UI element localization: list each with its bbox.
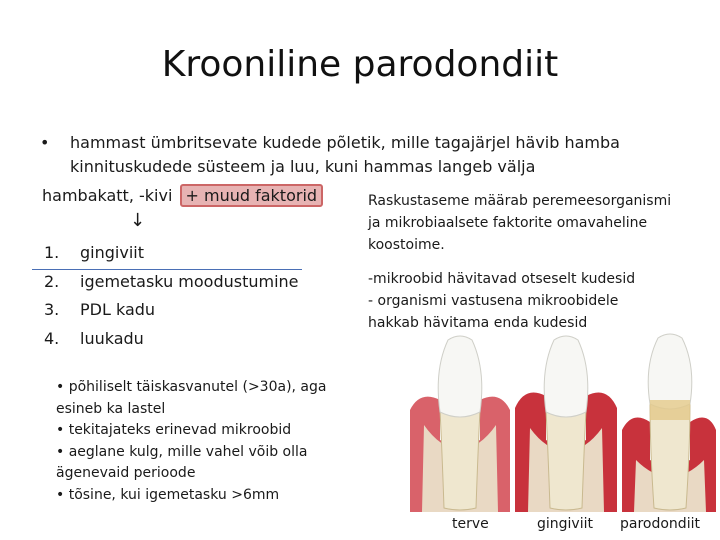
notes-list xyxy=(56,377,346,507)
stage-item xyxy=(44,243,144,262)
stage-number: 2. xyxy=(44,272,60,291)
root-healthy xyxy=(440,410,480,510)
severity-text: Raskustaseme määrab peremeesorganismi ja mikrobiaalsete faktorite omavaheline koostoime. xyxy=(368,193,672,253)
stage-label: luukadu xyxy=(80,329,144,348)
figure-label: parodondiit xyxy=(620,516,700,532)
stage-number: 3. xyxy=(44,300,60,319)
note-item: • aeglane kulg, mille vahel võib olla ägenevaid perioode xyxy=(56,443,308,482)
teeth-illustration xyxy=(400,330,718,512)
figure-label: terve xyxy=(452,516,489,532)
down-arrow-icon: ↓ xyxy=(130,210,146,231)
stage-number: 4. xyxy=(44,329,60,348)
stage-item xyxy=(44,272,299,291)
note-item: • põhiliselt täiskasvanutel (>30a), aga esineb ka lastel xyxy=(56,379,327,417)
page-title: Krooniline parodondiit xyxy=(161,44,559,85)
crown-gingivitis xyxy=(544,336,588,417)
causes-highlight: + muud faktorid xyxy=(180,184,324,207)
mechanism-line: -mikroobid hävitavad otseselt kudesid xyxy=(368,271,636,287)
root-gingivitis xyxy=(546,410,586,510)
bullet-marker: • xyxy=(40,133,50,152)
crown-healthy xyxy=(438,336,482,417)
stage-label: gingiviit xyxy=(80,243,144,262)
definition-text: hammast ümbritsevate kudede põletik, mille tagajärjel hävib hamba kinnituskudede süsteem ja luu, kuni hammas langeb välja xyxy=(70,133,620,176)
tooth-gingivitis xyxy=(515,336,617,512)
causes-line xyxy=(42,184,323,207)
tooth-periodontitis xyxy=(622,334,716,512)
crown-periodontitis xyxy=(648,334,692,409)
calculus-deposit xyxy=(650,400,690,420)
note-item: • tõsine, kui igemetasku >6mm xyxy=(56,486,280,503)
stage-item xyxy=(44,300,155,319)
causes-prefix: hambakatt, -kivi xyxy=(42,186,173,205)
divider xyxy=(32,269,302,270)
mechanism-text xyxy=(368,268,668,334)
stage-number: 1. xyxy=(44,243,60,262)
figure-label: gingiviit xyxy=(537,516,593,532)
tooth-healthy xyxy=(410,336,510,512)
mechanism-line: - organismi vastusena mikroobidele hakkab hävitama enda kudesid xyxy=(368,293,619,331)
stage-item xyxy=(44,329,144,348)
stage-label: igemetasku moodustumine xyxy=(80,272,299,291)
stage-label: PDL kadu xyxy=(80,300,156,319)
note-item: • tekitajateks erinevad mikroobid xyxy=(56,422,292,439)
